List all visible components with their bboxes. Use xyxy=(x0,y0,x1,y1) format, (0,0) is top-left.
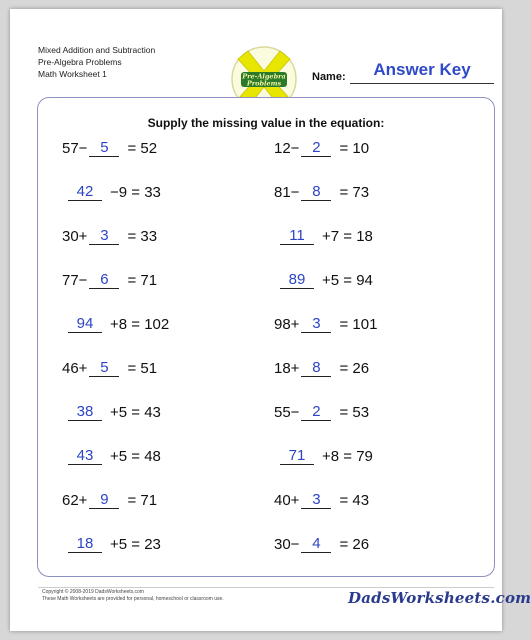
answer-blank xyxy=(301,359,331,377)
answer-blank xyxy=(301,183,331,201)
problem-3 xyxy=(62,181,161,203)
answer-value: 89 xyxy=(288,271,306,288)
answer-key-title: Answer Key xyxy=(373,60,471,79)
copyright-text: Copyright © 2008-2019 DadsWorksheets.com xyxy=(42,589,144,595)
problem-11 xyxy=(62,357,157,379)
name-label: Name: xyxy=(312,71,346,83)
problem-19 xyxy=(62,533,161,555)
answer-blank xyxy=(68,183,102,201)
problem-prefix: 30+ xyxy=(62,227,88,245)
answer-value: 42 xyxy=(76,183,94,200)
answer-value: 3 xyxy=(312,315,321,332)
problem-7 xyxy=(62,269,157,291)
problem-prefix: 55− xyxy=(274,403,300,421)
name-underline xyxy=(350,83,494,84)
problem-suffix: = 26 xyxy=(339,535,370,553)
answer-value: 4 xyxy=(312,535,321,552)
problem-suffix: = 53 xyxy=(339,403,370,421)
problem-4 xyxy=(274,181,369,203)
worksheet-page xyxy=(10,9,531,631)
problem-prefix: 40+ xyxy=(274,491,300,509)
problem-2 xyxy=(274,137,369,159)
footer-divider xyxy=(38,587,494,588)
problem-suffix: +8 = 79 xyxy=(322,447,373,465)
problem-1 xyxy=(62,137,157,159)
problem-suffix: = 101 xyxy=(339,315,378,333)
answer-blank xyxy=(301,315,331,333)
answer-value: 43 xyxy=(76,447,94,464)
answer-blank xyxy=(68,447,102,465)
problem-prefix: 62+ xyxy=(62,491,88,509)
answer-value: 6 xyxy=(100,271,109,288)
problem-suffix: +8 = 102 xyxy=(110,315,170,333)
footer-copyright xyxy=(42,589,224,603)
answer-value: 8 xyxy=(312,359,321,376)
problem-suffix: +5 = 48 xyxy=(110,447,161,465)
answer-blank xyxy=(68,403,102,421)
problem-prefix: 30− xyxy=(274,535,300,553)
answer-blank xyxy=(89,139,119,157)
problem-18 xyxy=(274,489,369,511)
problem-15 xyxy=(62,445,161,467)
answer-value: 94 xyxy=(76,315,94,332)
answer-blank xyxy=(301,139,331,157)
problem-17 xyxy=(62,489,157,511)
problem-13 xyxy=(62,401,161,423)
worksheet-title: Mixed Addition and Subtraction xyxy=(38,45,156,55)
answer-blank xyxy=(89,271,119,289)
worksheet-number: Math Worksheet 1 xyxy=(38,69,107,79)
answer-value: 2 xyxy=(312,403,321,420)
problem-suffix: +5 = 43 xyxy=(110,403,161,421)
answer-value: 3 xyxy=(100,227,109,244)
instructions: Supply the missing value in the equation: xyxy=(147,116,385,130)
answer-value: 11 xyxy=(289,227,305,244)
answer-value: 3 xyxy=(312,491,321,508)
answer-blank xyxy=(301,535,331,553)
problem-6 xyxy=(274,225,373,247)
problem-prefix: 77− xyxy=(62,271,88,289)
problem-suffix: = 43 xyxy=(339,491,370,509)
answer-value: 5 xyxy=(100,139,109,156)
problem-suffix: +5 = 23 xyxy=(110,535,161,553)
problem-suffix: = 51 xyxy=(127,359,158,377)
problem-prefix: 46+ xyxy=(62,359,88,377)
problem-5 xyxy=(62,225,157,247)
answer-blank xyxy=(68,535,102,553)
problem-suffix: = 26 xyxy=(339,359,370,377)
problem-10 xyxy=(274,313,377,335)
problem-14 xyxy=(274,401,369,423)
worksheet-subtitle: Pre-Algebra Problems xyxy=(38,57,122,67)
answer-blank xyxy=(280,447,314,465)
answer-value: 8 xyxy=(312,183,321,200)
problem-suffix: +7 = 18 xyxy=(322,227,373,245)
problem-suffix: = 10 xyxy=(339,139,370,157)
brand-logo: DadsWorksheets.com xyxy=(348,589,531,607)
problem-9 xyxy=(62,313,169,335)
problem-suffix: −9 = 33 xyxy=(110,183,161,201)
answer-blank xyxy=(68,315,102,333)
answer-value: 9 xyxy=(100,491,109,508)
answer-blank xyxy=(280,271,314,289)
problem-prefix: 81− xyxy=(274,183,300,201)
answer-blank xyxy=(89,359,119,377)
problem-prefix: 57− xyxy=(62,139,88,157)
problem-suffix: = 71 xyxy=(127,271,158,289)
answer-value: 18 xyxy=(76,535,94,552)
answer-blank xyxy=(89,227,119,245)
answer-value: 5 xyxy=(100,359,109,376)
problem-12 xyxy=(274,357,369,379)
answer-blank xyxy=(301,491,331,509)
problem-suffix: = 73 xyxy=(339,183,370,201)
problem-8 xyxy=(274,269,373,291)
problem-suffix: = 52 xyxy=(127,139,158,157)
usage-notice: These Math Worksheets are provided for personal, homeschool or classroom use. xyxy=(42,596,224,602)
answer-value: 71 xyxy=(288,447,306,464)
answer-value: 38 xyxy=(76,403,94,420)
logo-text-line1: Pre-Algebra xyxy=(242,72,286,81)
problem-suffix: = 71 xyxy=(127,491,158,509)
logo-text-line2: Problems xyxy=(246,79,282,88)
problem-16 xyxy=(274,445,373,467)
answer-blank xyxy=(89,491,119,509)
problem-prefix: 18+ xyxy=(274,359,300,377)
problem-20 xyxy=(274,533,369,555)
problem-suffix: = 33 xyxy=(127,227,158,245)
answer-value: 2 xyxy=(312,139,321,156)
problem-prefix: 98+ xyxy=(274,315,300,333)
problem-prefix: 12− xyxy=(274,139,300,157)
answer-blank xyxy=(280,227,314,245)
problem-suffix: +5 = 94 xyxy=(322,271,373,289)
answer-blank xyxy=(301,403,331,421)
